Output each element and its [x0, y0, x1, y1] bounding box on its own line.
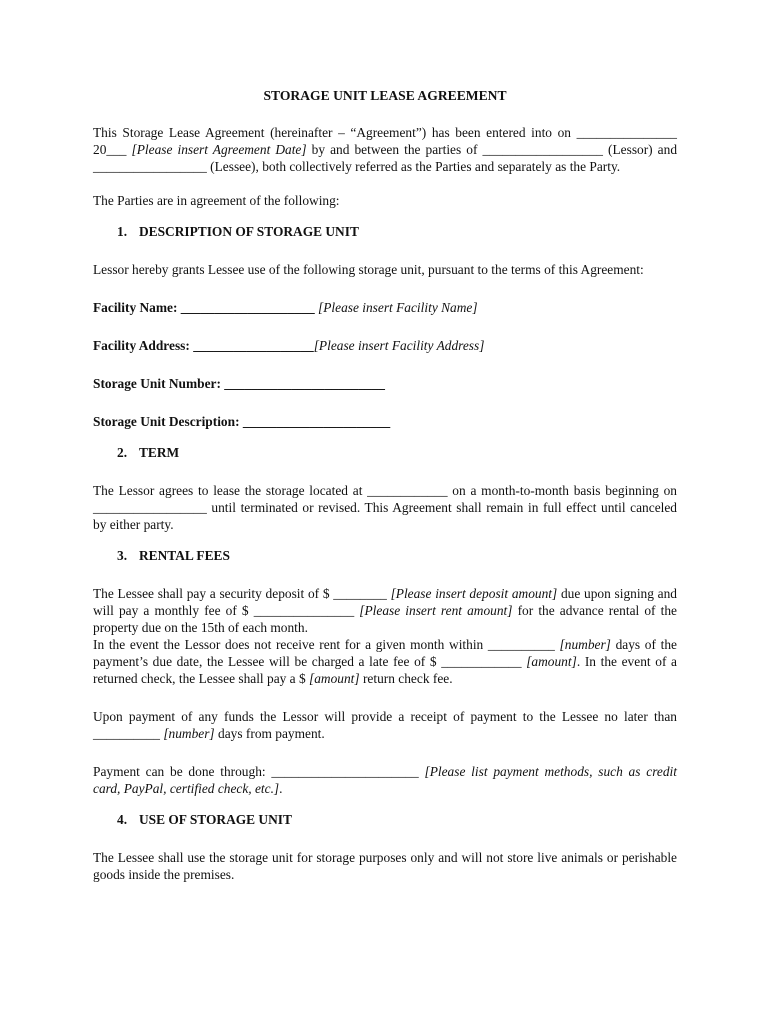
- receipt-days-text: days from payment.: [214, 726, 325, 741]
- section-number: 2.: [117, 445, 128, 460]
- section-title: USE OF STORAGE UNIT: [139, 812, 292, 827]
- section-heading-3: [93, 547, 677, 564]
- section-title: RENTAL FEES: [139, 548, 230, 563]
- late-fee-paragraph: [93, 636, 677, 687]
- document-page: [93, 88, 677, 883]
- rent-note: [Please insert rent amount]: [359, 603, 513, 618]
- section-heading-1: [93, 223, 677, 240]
- document-title: STORAGE UNIT LEASE AGREEMENT: [263, 88, 507, 103]
- section-title: TERM: [139, 445, 180, 460]
- facility-name-blank: ____________________: [177, 300, 319, 315]
- facility-name-line: [93, 299, 677, 316]
- deposit-note: [Please insert deposit amount]: [390, 586, 558, 601]
- intro-text-a: This Storage Lease Agreement (hereinafter – “Agreement”) has been entered into on _______________ 20___: [93, 125, 677, 157]
- deposit-text: The Lessee shall pay a security deposit of $ ________: [93, 586, 391, 601]
- facility-address-note: [Please insert Facility Address]: [313, 338, 485, 353]
- intro-date-note: [Please insert Agreement Date]: [131, 142, 307, 157]
- agreement-statement: The Parties are in agreement of the following:: [93, 193, 340, 208]
- payment-methods-note: [Please list payment methods, such as credit card, PayPal, certified check, etc.]: [93, 764, 677, 796]
- facility-address-line: [93, 337, 677, 354]
- unit-number-label: Storage Unit Number:: [93, 376, 221, 391]
- payment-methods-paragraph: [93, 763, 677, 797]
- late-fee-number-note: [number]: [559, 637, 611, 652]
- section-number: 3.: [117, 548, 128, 563]
- facility-address-blank: __________________: [189, 338, 314, 353]
- monthly-fee-text: due upon signing and will pay a monthly fee of $ _______________: [93, 586, 678, 618]
- returned-check-text: . In the event of a returned check, the Lessee shall pay a $: [93, 654, 677, 686]
- late-fee-text-b: days of the payment’s due date, the Lessee will be charged a late fee of $ ____________: [93, 637, 677, 669]
- receipt-paragraph: [93, 708, 677, 742]
- section-number: 4.: [117, 812, 128, 827]
- unit-number-line: [93, 375, 677, 392]
- deposit-paragraph: [93, 585, 677, 636]
- facility-name-label: Facility Name:: [93, 300, 178, 315]
- facility-address-label: Facility Address:: [93, 338, 190, 353]
- payment-methods-text: Payment can be done through: ______________________: [93, 764, 425, 779]
- section-1-text: Lessor hereby grants Lessee use of the following storage unit, pursuant to the terms of this Agreement:: [93, 262, 644, 277]
- unit-number-blank: ________________________: [220, 376, 385, 391]
- receipt-text: Upon payment of any funds the Lessor will provide a receipt of payment to the Lessee no later than __________: [93, 709, 677, 741]
- section-4-text: The Lessee shall use the storage unit for storage purposes only and will not store live animals or perishable goods inside the premises.: [93, 850, 677, 882]
- late-fee-amount-note: [amount]: [526, 654, 577, 669]
- section-heading-4: [93, 811, 677, 828]
- payment-methods-end: .: [279, 781, 283, 796]
- facility-name-note: [Please insert Facility Name]: [318, 300, 478, 315]
- section-number: 1.: [117, 224, 128, 239]
- unit-description-label: Storage Unit Description:: [93, 414, 240, 429]
- advance-rental-text: for the advance rental of the property due on the 15th of each month.: [93, 603, 677, 635]
- section-title: DESCRIPTION OF STORAGE UNIT: [139, 224, 359, 239]
- section-2-text: The Lessor agrees to lease the storage located at ____________ on a month-to-month basis beginning on _________________ until terminated or revised. This Agreement shall remain in full effect until canceled by either party.: [93, 483, 677, 532]
- returned-check-amount-note: [amount]: [309, 671, 360, 686]
- unit-description-blank: ______________________: [239, 414, 391, 429]
- late-fee-text-a: In the event the Lessor does not receive rent for a given month within __________: [93, 637, 560, 652]
- intro-text-b: by and between the parties of __________________ (Lessor) and _________________ (Lessee), both collectively referred as the Parties and separately as the Party.: [93, 142, 678, 174]
- receipt-number-note: [number]: [163, 726, 215, 741]
- section-heading-2: [93, 444, 677, 461]
- intro-paragraph: [93, 124, 677, 175]
- unit-description-line: [93, 413, 677, 430]
- returned-check-fee-text: return check fee.: [359, 671, 453, 686]
